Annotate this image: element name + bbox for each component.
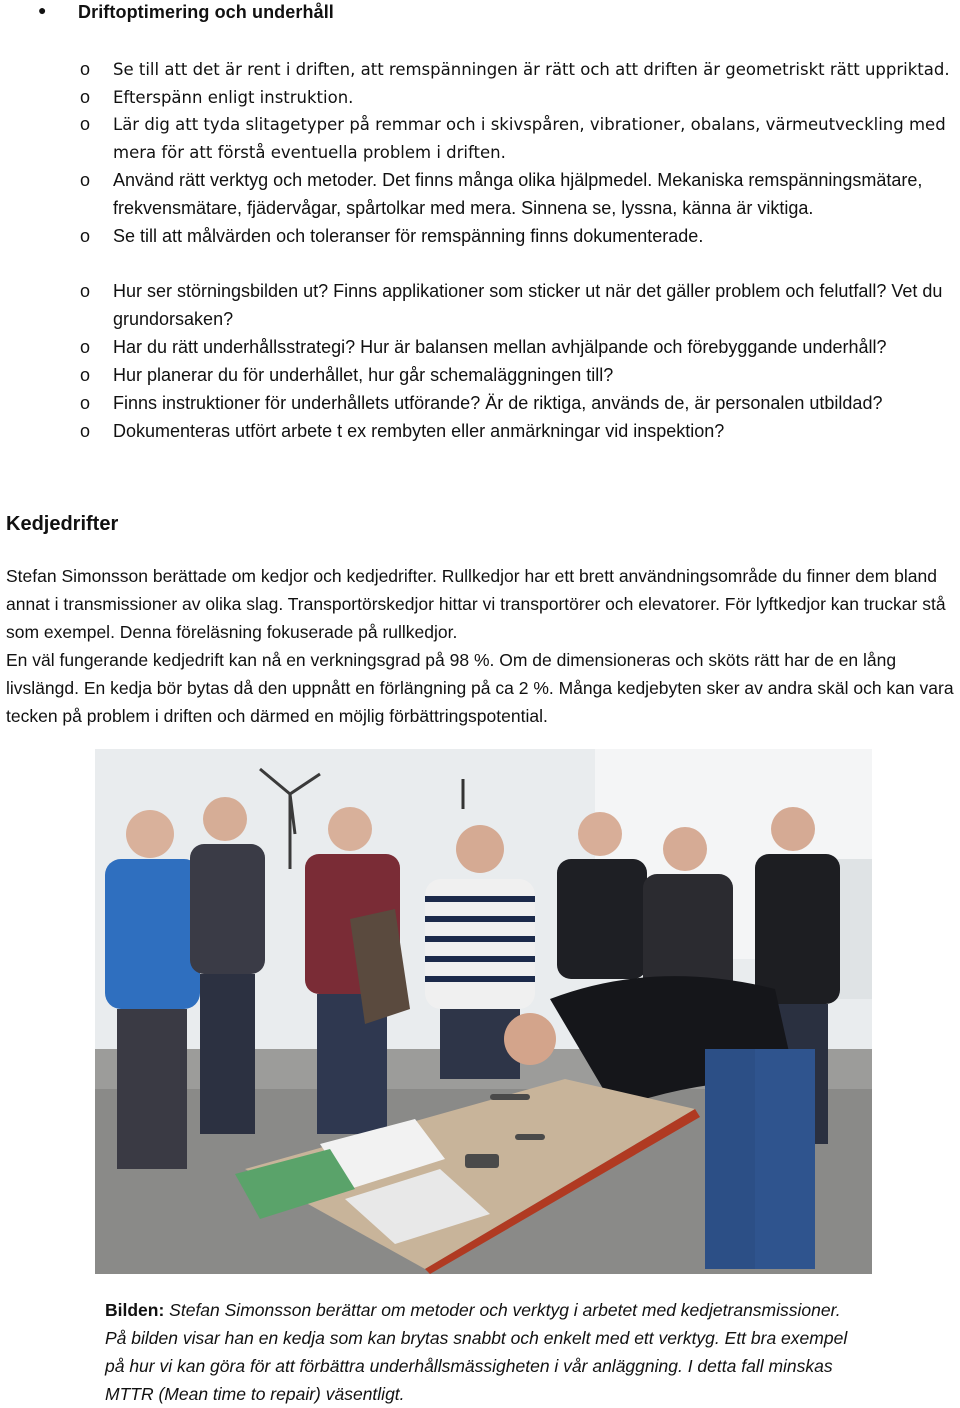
sub-bullet-icon: o [80, 87, 91, 107]
photo-caption [105, 1296, 865, 1408]
list-item: o Hur ser störningsbilden ut? Finns applikationer som sticker ut när det gäller problem och felutfall? Vet du grundorsaken? [80, 277, 960, 333]
sub-bullet-icon: o [80, 337, 91, 357]
sub-bullet-icon: o [80, 393, 91, 413]
list-item: o Har du rätt underhållsstrategi? Hur är balansen mellan avhjälpande och förebyggande underhåll? [80, 333, 960, 361]
list-item: o Finns instruktioner för underhållets utförande? Är de riktiga, används de, är personalen utbildad? [80, 389, 960, 417]
section-title: Kedjedrifter [6, 513, 119, 535]
list-item: o Se till att det är rent i driften, att remspänningen är rätt och att driften är geometriskt rätt uppriktad. [80, 55, 960, 83]
list-item: o Hur planerar du för underhållet, hur går schemaläggningen till? [80, 361, 960, 389]
paragraph: En väl fungerande kedjedrift kan nå en verkningsgrad på 98 %. Om de dimensioneras och sköts rätt har de en lång livslängd. En kedja bör bytas då den uppnått en förlängning på ca 2 %. Många kedjebyten sker av andra skäl och kan vara tecken på problem i driften och därmed en möjlig förbättringspotential. [6, 650, 954, 726]
list-item: o Se till att målvärden och toleranser för remspänning finns dokumenterade. [80, 222, 960, 250]
list-item: o Lär dig att tyda slitagetyper på remmar och i skivspåren, vibrationer, obalans, värmeutveckling med mera för att förstå eventuella problem i driften. [80, 110, 960, 166]
sub-bullet-icon: o [80, 170, 91, 190]
sub-bullet-icon: o [80, 281, 91, 301]
list-item: o Använd rätt verktyg och metoder. Det finns många olika hjälpmedel. Mekaniska remspänningsmätare, frekvensmätare, fjädervågar, spårtolkar med mera. Sinnena se, lyssna, känna är viktiga. [80, 166, 960, 222]
bullet-dot: ● [38, 2, 47, 18]
sub-bullet-icon: o [80, 114, 91, 134]
list-heading: Driftoptimering och underhåll [78, 2, 334, 22]
caption-label: Bilden: [105, 1300, 165, 1320]
list-item: o Dokumenteras utfört arbete t ex rembyten eller anmärkningar vid inspektion? [80, 417, 960, 445]
paragraph: Stefan Simonsson berättade om kedjor och kedjedrifter. Rullkedjor har ett brett användningsområde du finner dem bland annat i transmissioner av olika slag. Transportörskedjor hittar vi transportörer och elevatorer. För lyftkedjor kan truckar stå som exempel. Denna föreläsning fokuserade på rullkedjor. [6, 566, 946, 642]
list-item: o Efterspänn enligt instruktion. [80, 83, 960, 111]
caption-text: Stefan Simonsson berättar om metoder och verktyg i arbetet med kedjetransmissioner. På bilden visar han en kedja som kan brytas snabbt och enkelt med ett verktyg. Ett bra exempel på hur vi kan göra för att förbättra underhållsmässigheten i vår anläggning. I detta fall minskas MTTR (Mean time to repair) väsentligt. [105, 1300, 848, 1404]
sub-bullet-icon: o [80, 226, 91, 246]
sub-bullet-icon: o [80, 59, 91, 79]
sub-bullet-icon: o [80, 365, 91, 385]
workshop-photo [95, 749, 872, 1274]
sub-bullet-icon: o [80, 421, 91, 441]
